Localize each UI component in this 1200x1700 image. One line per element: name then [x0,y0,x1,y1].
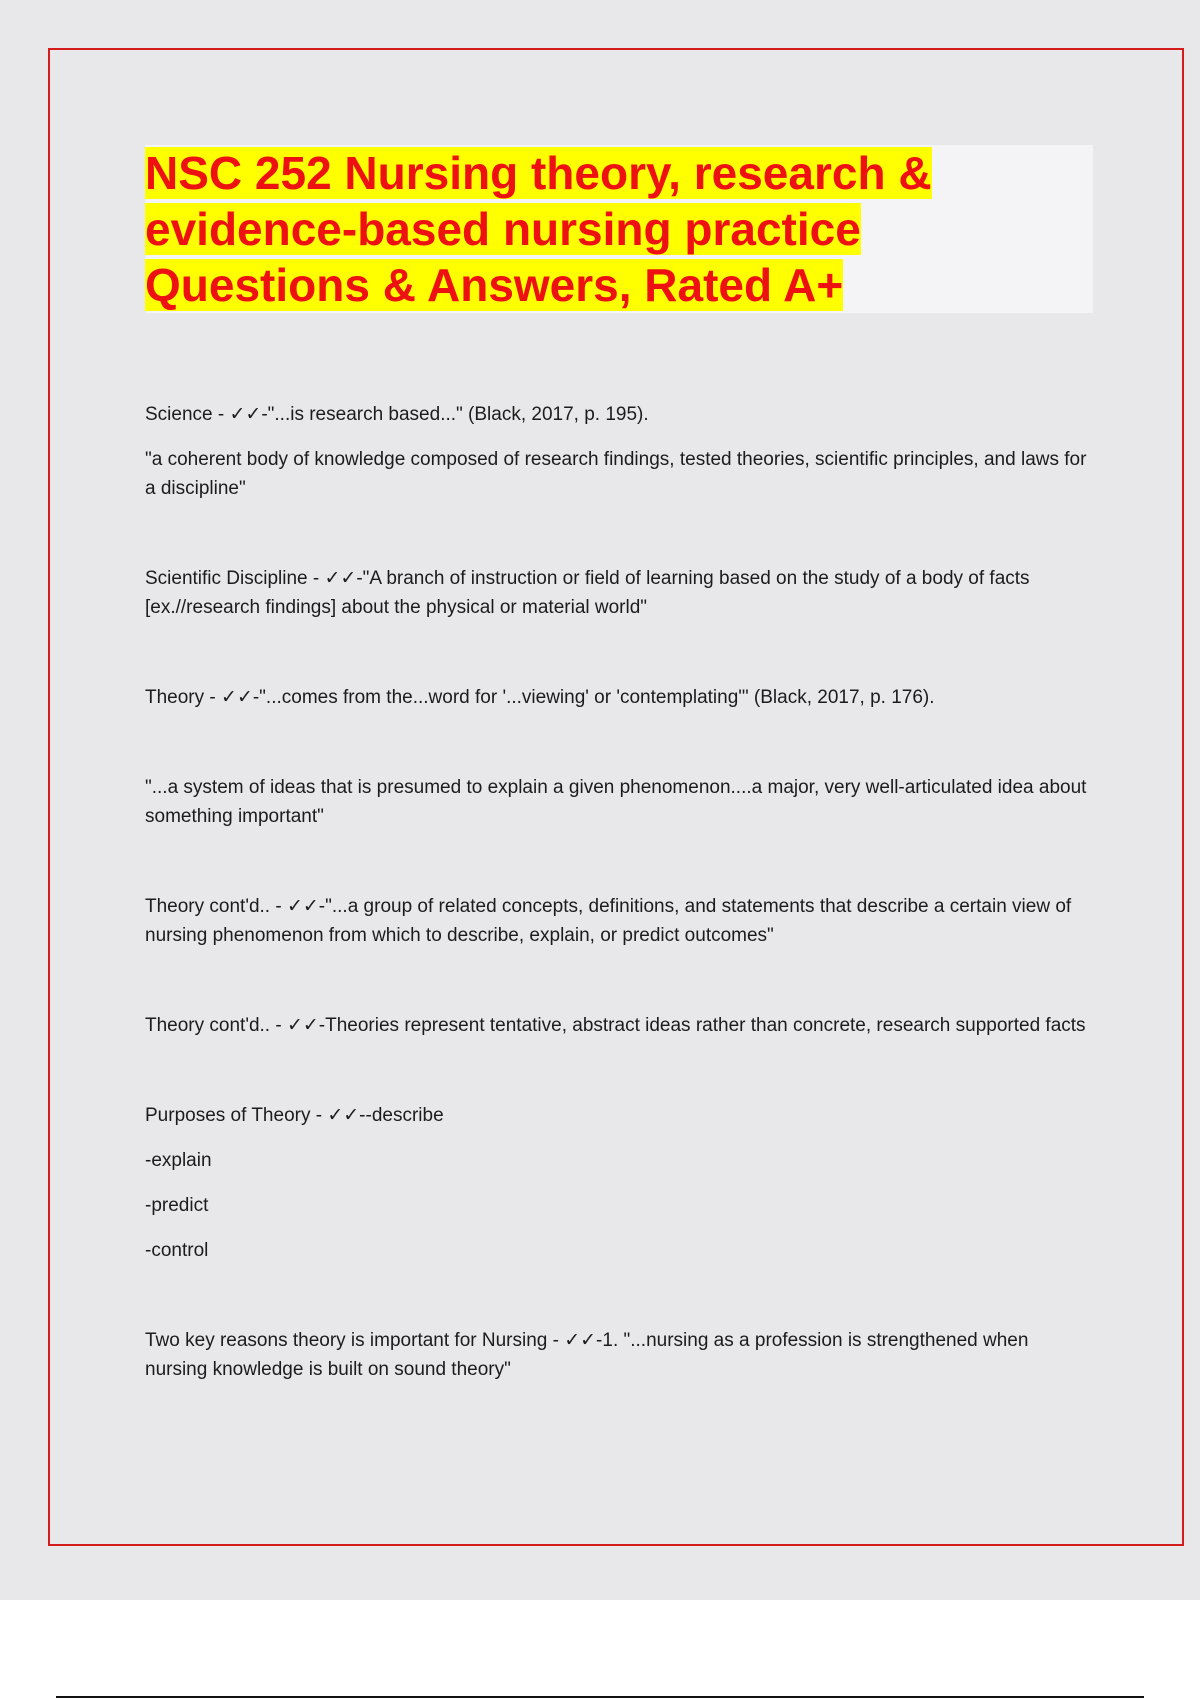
document-body [145,400,1095,1384]
entry-theory: Theory - ✓✓-"...comes from the...word for '...viewing' or 'contemplating'" (Black, 2017, p. 176). [145,687,935,708]
bottom-rule [56,1696,1144,1698]
entry-science: Science - ✓✓-"...is research based..." (Black, 2017, p. 195). [145,404,649,425]
entry-theory-contd-2: Theory cont'd.. - ✓✓-Theories represent tentative, abstract ideas rather than concrete, research supported facts [145,1015,1086,1036]
entry-scientific-discipline: Scientific Discipline - ✓✓-"A branch of instruction or field of learning based on the study of a body of facts [ex.//research findings] about the physical or material world" [145,568,1030,618]
entry-purpose-explain: -explain [145,1150,212,1171]
entry-key-reasons: Two key reasons theory is important for Nursing - ✓✓-1. "...nursing as a profession is strengthened when nursing knowledge is built on sound theory" [145,1330,1029,1380]
document-title [145,145,1045,313]
entry-theory-definition: "...a system of ideas that is presumed to explain a given phenomenon....a major, very well-articulated idea about something important" [145,777,1087,827]
entry-theory-contd-1: Theory cont'd.. - ✓✓-"...a group of related concepts, definitions, and statements that describe a certain view of nursing phenomenon from which to describe, explain, or predict outcomes" [145,896,1072,946]
document-title-text: NSC 252 Nursing theory, research & evidence-based nursing practice Questions & Answers, Rated A+ [145,147,932,311]
entry-purpose-control: -control [145,1240,209,1261]
entry-purposes-of-theory: Purposes of Theory - ✓✓--describe [145,1105,444,1126]
entry-science-definition: "a coherent body of knowledge composed of research findings, tested theories, scientific principles, and laws for a discipline" [145,449,1087,499]
entry-purpose-predict: -predict [145,1195,209,1216]
